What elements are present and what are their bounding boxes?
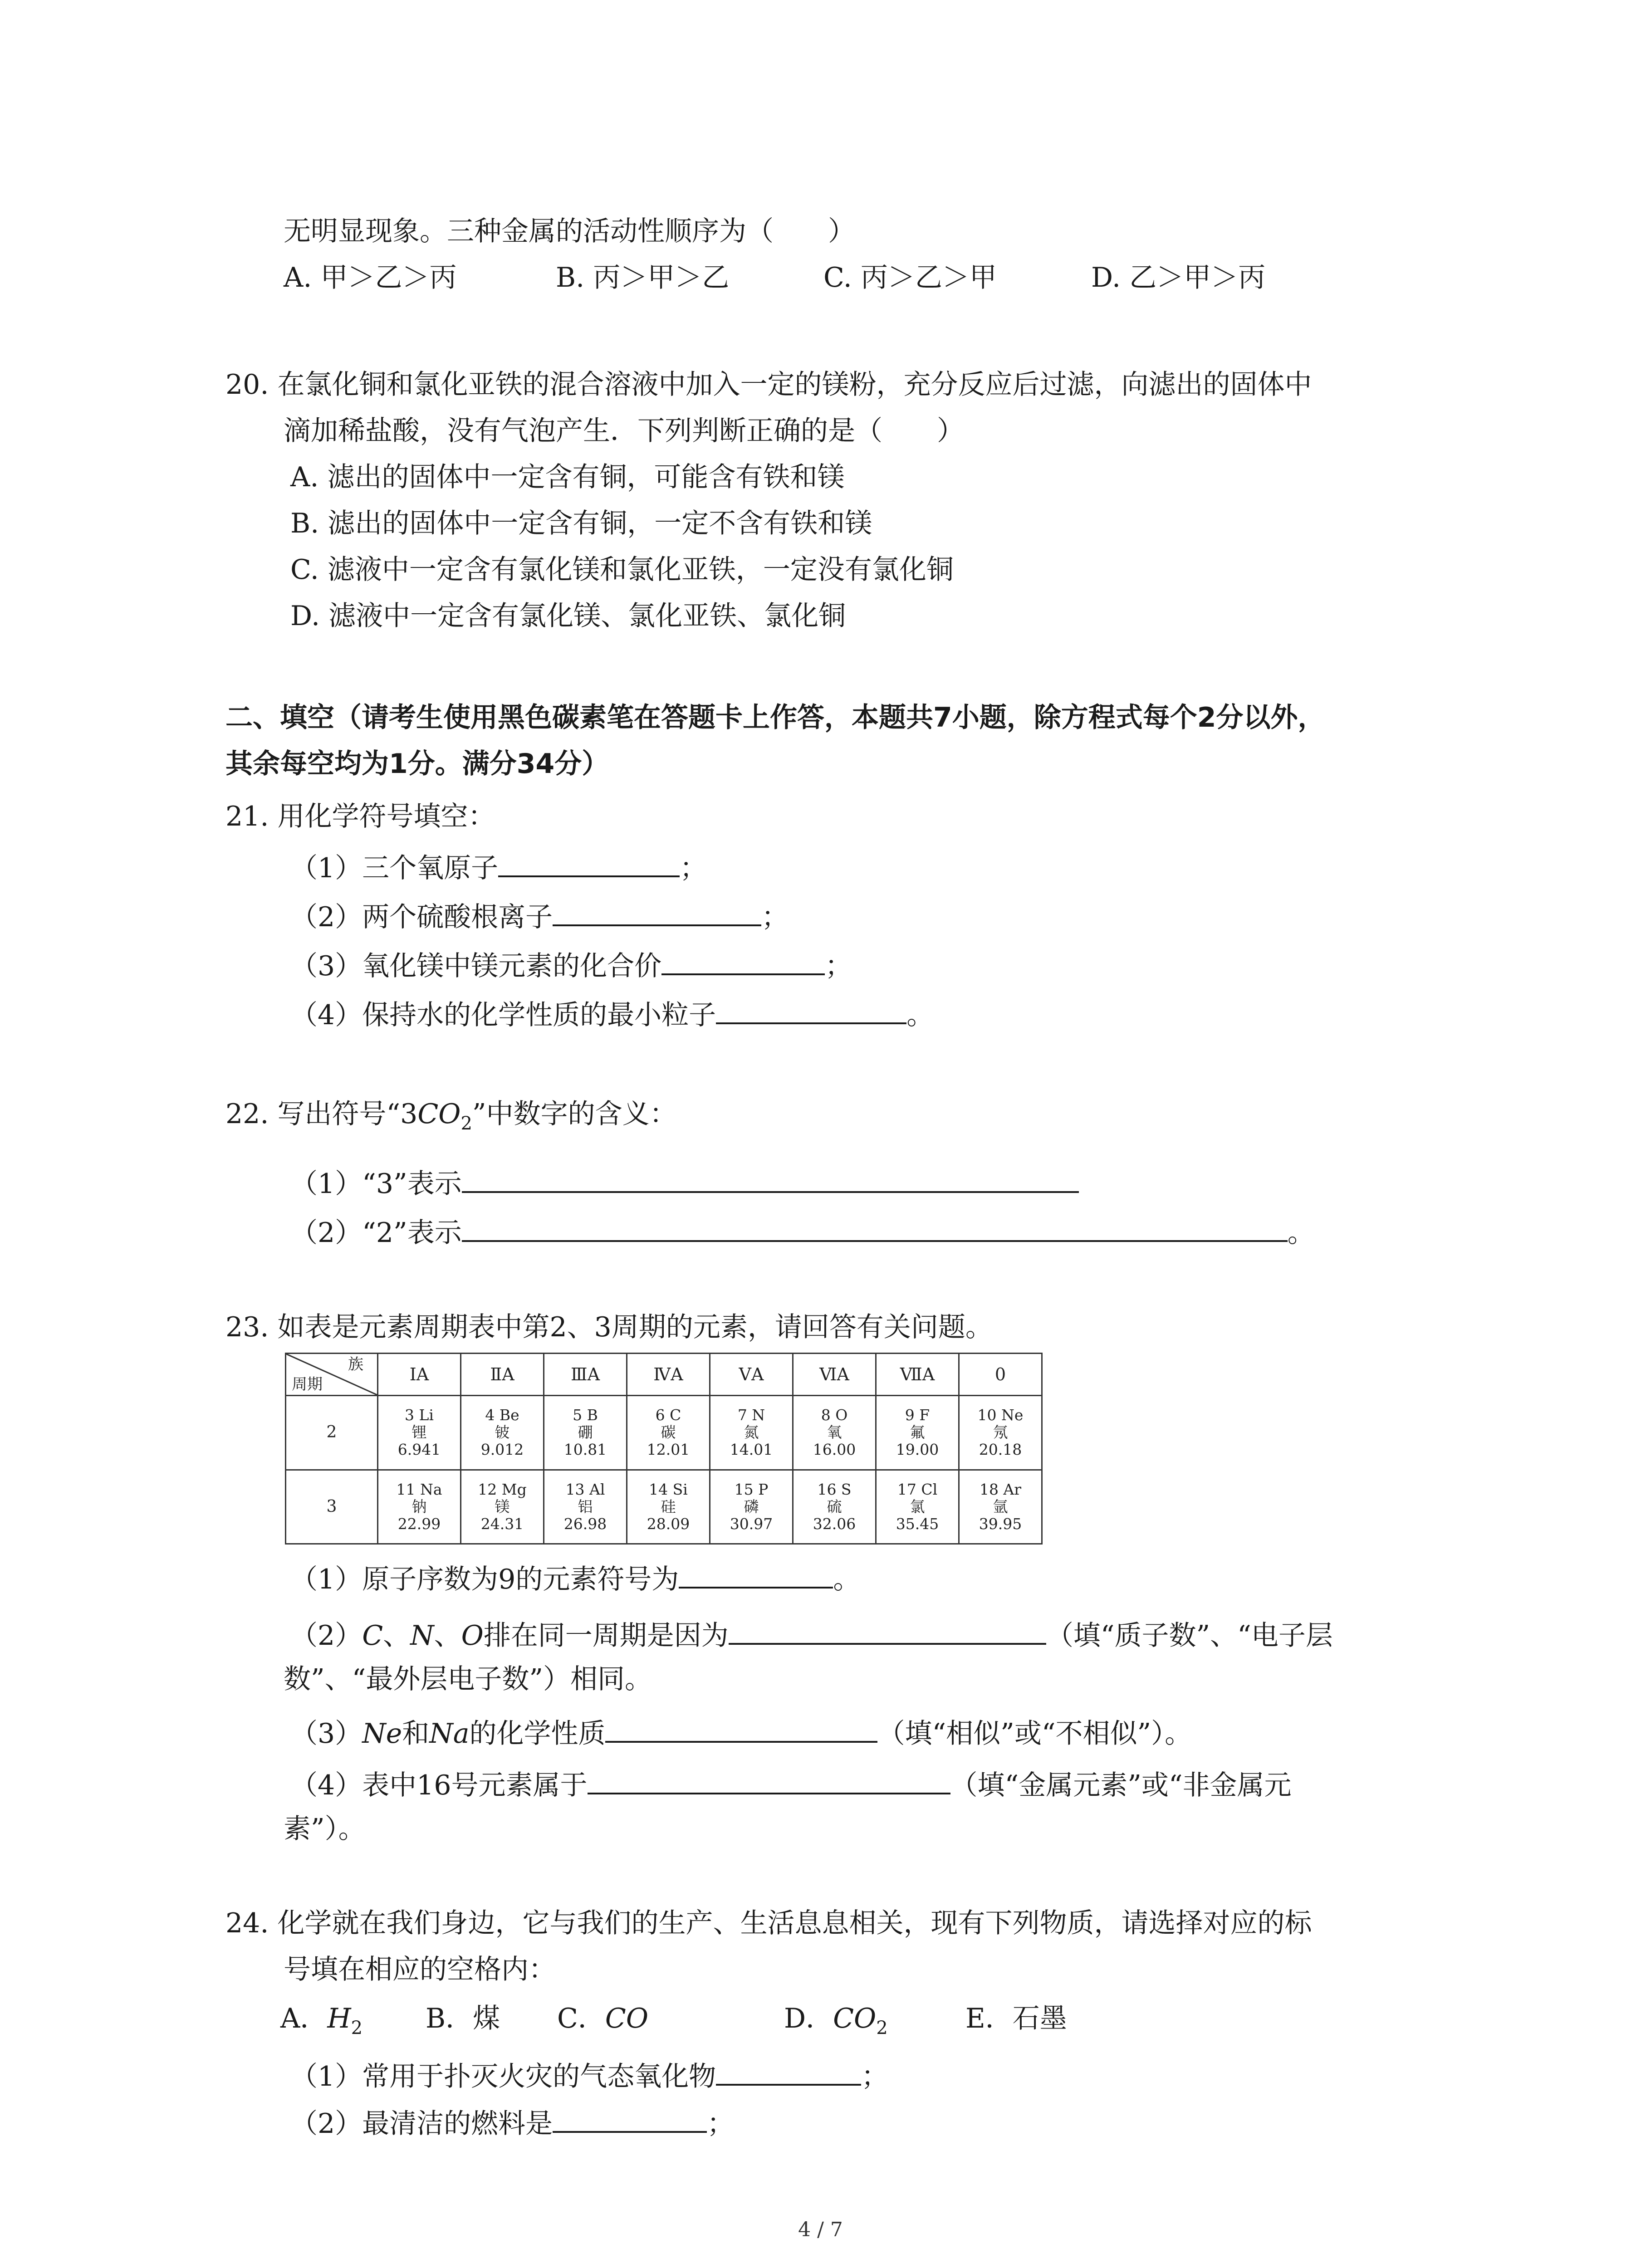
q19-continuation: 无明显现象。三种金属的活动性顺序为（ ） xyxy=(284,215,855,247)
element-cell-s xyxy=(793,1470,876,1544)
q19-option-a[interactable]: A. 甲＞乙＞丙 xyxy=(284,262,457,293)
element-name: 锂 xyxy=(411,1423,427,1442)
element-cell-p xyxy=(710,1470,793,1544)
period-label: 2 xyxy=(286,1396,378,1470)
element-number-symbol: 18 Ar xyxy=(979,1480,1022,1498)
element-cell-o xyxy=(793,1396,876,1470)
q24-answer-blank-2[interactable] xyxy=(553,2103,707,2133)
q23-part2 xyxy=(290,1615,1333,1654)
q23-answer-blank-3[interactable] xyxy=(605,1713,877,1743)
q23-part4-text: （4）表中16号元素属于 xyxy=(290,1769,588,1801)
q23-part3-hint: （填“相似”或“不相似”）。 xyxy=(877,1718,1192,1750)
option-formula: CO xyxy=(833,2003,877,2034)
element-mass: 12.01 xyxy=(647,1441,690,1459)
q24-option-e[interactable]: E．石墨 xyxy=(965,2003,1067,2034)
periodic-table xyxy=(285,1353,1043,1545)
element-mass: 20.18 xyxy=(979,1441,1022,1459)
element-number-symbol: 12 Mg xyxy=(478,1480,527,1498)
periodic-table-corner-cell xyxy=(286,1354,378,1396)
element-cell-cl xyxy=(876,1470,959,1544)
q22-formula-subscript: 2 xyxy=(460,1113,472,1134)
q20-option-b[interactable]: B. 滤出的固体中一定含有铜，一定不含有铁和镁 xyxy=(290,508,872,539)
element-symbol-n: N xyxy=(410,1620,434,1652)
group-header: 0 xyxy=(959,1354,1042,1396)
option-label: C． xyxy=(557,2003,605,2034)
q24-stem-line2: 号填在相应的空格内： xyxy=(284,1954,556,1985)
element-cell-c xyxy=(627,1396,710,1470)
option-text: B．煤 xyxy=(426,2003,500,2034)
q21-part1-end: ； xyxy=(680,852,707,884)
q21-answer-blank-2[interactable] xyxy=(553,896,761,926)
q22-part2-text: （2）“2”表示 xyxy=(290,1217,462,1249)
q22-part2 xyxy=(290,1212,1315,1251)
element-mass: 9.012 xyxy=(480,1441,524,1459)
q21-part2-text: （2）两个硫酸根离子 xyxy=(290,901,553,933)
element-name: 氮 xyxy=(744,1423,759,1442)
q23-part3 xyxy=(290,1713,1192,1752)
option-formula: H xyxy=(327,2003,351,2034)
element-mass: 28.09 xyxy=(647,1515,690,1533)
q23-part3-mid: 的化学性质 xyxy=(469,1718,606,1750)
q20-stem-line1: 20. 在氯化铜和氯化亚铁的混合溶液中加入一定的镁粉，充分反应后过滤，向滤出的固体中 xyxy=(225,369,1312,401)
element-cell-b xyxy=(544,1396,627,1470)
q23-part2-mid: 排在同一周期是因为 xyxy=(483,1620,729,1652)
element-number-symbol: 3 Li xyxy=(405,1406,434,1424)
element-name: 硼 xyxy=(578,1423,593,1442)
element-mass: 32.06 xyxy=(813,1515,856,1533)
q23-part2-hint: （填“质子数”、“电子层 xyxy=(1046,1620,1333,1652)
q21-part3-end: ； xyxy=(825,950,852,982)
q19-option-b[interactable]: B. 丙＞甲＞乙 xyxy=(556,262,730,293)
q22-stem xyxy=(225,1096,677,1142)
option-formula-subscript: 2 xyxy=(876,2018,888,2038)
element-cell-mg xyxy=(461,1470,544,1544)
q23-part3-and: 和 xyxy=(402,1718,430,1750)
period-label: 3 xyxy=(286,1470,378,1544)
element-cell-si xyxy=(627,1470,710,1544)
q21-part3-text: （3）氧化镁中镁元素的化合价 xyxy=(290,950,662,982)
q23-part1-text: （1）原子序数为9的元素符号为 xyxy=(290,1564,679,1595)
element-mass: 26.98 xyxy=(563,1515,607,1533)
element-number-symbol: 7 N xyxy=(737,1406,765,1424)
element-mass: 24.31 xyxy=(480,1515,524,1533)
q23-part1 xyxy=(290,1559,860,1598)
group-header: ⅢA xyxy=(544,1354,627,1396)
element-cell-li xyxy=(378,1396,461,1470)
q20-option-a[interactable]: A. 滤出的固体中一定含有铜，可能含有铁和镁 xyxy=(290,461,845,493)
q21-part2-end: ； xyxy=(761,901,789,933)
section2-heading-line2: 其余每空均为1分。满分34分） xyxy=(225,748,609,780)
q21-answer-blank-1[interactable] xyxy=(498,847,680,877)
element-symbol-o: O xyxy=(461,1620,484,1652)
element-mass: 10.81 xyxy=(563,1441,607,1459)
q24-answer-blank-1[interactable] xyxy=(716,2056,861,2086)
section2-heading-line1: 二、填空（请考生使用黑色碳素笔在答题卡上作答，本题共7小题，除方程式每个2分以外， xyxy=(225,702,1325,733)
element-number-symbol: 10 Ne xyxy=(977,1406,1024,1424)
periodic-table-row-period-3 xyxy=(286,1470,1042,1544)
element-name: 氖 xyxy=(993,1423,1008,1442)
q23-part4-hint: （填“金属元素”或“非金属元 xyxy=(950,1769,1292,1801)
q24-part1 xyxy=(290,2056,888,2095)
q22-part2-end: 。 xyxy=(1287,1217,1315,1249)
q22-answer-blank-2[interactable] xyxy=(462,1212,1288,1242)
q23-part2-line2: 数”、“最外层电子数”）相同。 xyxy=(284,1663,652,1695)
element-cell-ar xyxy=(959,1470,1042,1544)
q24-option-c[interactable] xyxy=(557,2000,784,2037)
q21-answer-blank-4[interactable] xyxy=(716,994,906,1024)
q23-part1-end: 。 xyxy=(833,1564,861,1595)
element-name: 氯 xyxy=(910,1497,925,1515)
q22-answer-blank-1[interactable] xyxy=(462,1163,1079,1193)
q20-option-c[interactable]: C. 滤液中一定含有氯化镁和氯化亚铁，一定没有氯化铜 xyxy=(290,554,954,586)
group-header: ⅦA xyxy=(876,1354,959,1396)
element-name: 铝 xyxy=(578,1497,593,1515)
element-mass: 39.95 xyxy=(979,1515,1022,1533)
q22-stem-post: ”中数字的含义： xyxy=(472,1098,677,1130)
q19-option-d[interactable]: D. 乙＞甲＞丙 xyxy=(1091,262,1266,293)
element-name: 磷 xyxy=(744,1497,759,1515)
q23-part4 xyxy=(290,1765,1292,1804)
q21-part4-text: （4）保持水的化学性质的最小粒子 xyxy=(290,999,716,1031)
q22-part1-text: （1）“3”表示 xyxy=(290,1168,462,1200)
option-label: A． xyxy=(280,2003,328,2034)
symbol-separator: 、 xyxy=(383,1620,411,1652)
element-mass: 22.99 xyxy=(397,1515,441,1533)
q23-answer-blank-1[interactable] xyxy=(679,1559,833,1589)
symbol-separator: 、 xyxy=(434,1620,461,1652)
element-number-symbol: 5 B xyxy=(573,1406,598,1424)
element-number-symbol: 4 Be xyxy=(485,1406,519,1424)
periodic-table-header-row xyxy=(286,1354,1042,1396)
q19-options xyxy=(284,259,1265,296)
element-cell-be xyxy=(461,1396,544,1470)
element-name: 硅 xyxy=(661,1497,676,1515)
q23-part4-line2: 素”）。 xyxy=(284,1813,366,1845)
q24-options xyxy=(280,2000,1067,2046)
element-cell-ne xyxy=(959,1396,1042,1470)
element-cell-al xyxy=(544,1470,627,1544)
group-header: ⅣA xyxy=(627,1354,710,1396)
q24-part2 xyxy=(290,2103,734,2142)
q24-part1-end: ； xyxy=(861,2061,889,2092)
group-header: ⅠA xyxy=(378,1354,461,1396)
element-number-symbol: 6 C xyxy=(655,1406,681,1424)
q21-part4-end: 。 xyxy=(906,999,934,1031)
element-name: 碳 xyxy=(661,1423,676,1442)
element-mass: 19.00 xyxy=(896,1441,939,1459)
q21-answer-blank-3[interactable] xyxy=(661,945,825,975)
element-mass: 14.01 xyxy=(730,1441,773,1459)
element-symbol-ne: Ne xyxy=(362,1718,402,1750)
element-name: 镁 xyxy=(495,1497,510,1515)
q23-stem: 23. 如表是元素周期表中第2、3周期的元素，请回答有关问题。 xyxy=(225,1311,993,1343)
element-mass: 16.00 xyxy=(813,1441,856,1459)
corner-period-label: 周期 xyxy=(292,1375,323,1393)
q21-part1 xyxy=(290,847,707,886)
element-name: 钠 xyxy=(411,1497,427,1515)
q21-part3 xyxy=(290,945,852,984)
q23-part3-pre: （3） xyxy=(290,1718,362,1750)
q19-option-c[interactable]: C. 丙＞乙＞甲 xyxy=(823,262,997,293)
q24-stem-line1: 24. 化学就在我们身边，它与我们的生产、生活息息相关，现有下列物质，请选择对应的标 xyxy=(225,1907,1312,1939)
q22-formula: CO xyxy=(417,1098,461,1130)
element-number-symbol: 15 P xyxy=(734,1480,769,1498)
q21-stem: 21. 用化学符号填空： xyxy=(225,801,495,832)
corner-group-label: 族 xyxy=(348,1355,363,1374)
q24-part2-end: ； xyxy=(707,2108,735,2140)
group-header: ⅥA xyxy=(793,1354,876,1396)
element-symbol-c: C xyxy=(362,1620,383,1652)
q20-stem-line2: 滴加稀盐酸，没有气泡产生．下列判断正确的是（ ） xyxy=(284,415,964,447)
q21-part4 xyxy=(290,994,934,1033)
element-mass: 6.941 xyxy=(397,1441,441,1459)
page-number: 4 / 7 xyxy=(798,2218,843,2241)
element-cell-f xyxy=(876,1396,959,1470)
q20-option-d[interactable]: D. 滤液中一定含有氯化镁、氯化亚铁、氯化铜 xyxy=(290,600,846,632)
q24-option-a[interactable] xyxy=(280,2000,426,2046)
q23-answer-blank-2[interactable] xyxy=(729,1615,1046,1645)
group-header: ⅤA xyxy=(710,1354,793,1396)
element-name: 氧 xyxy=(827,1423,842,1442)
element-name: 氟 xyxy=(910,1423,925,1442)
q21-part1-text: （1）三个氧原子 xyxy=(290,852,499,884)
element-mass: 30.97 xyxy=(730,1515,773,1533)
q24-part2-text: （2）最清洁的燃料是 xyxy=(290,2108,553,2140)
q22-part1 xyxy=(290,1163,1079,1202)
periodic-table-row-period-2 xyxy=(286,1396,1042,1470)
element-name: 铍 xyxy=(495,1423,510,1442)
element-name: 氩 xyxy=(993,1497,1008,1515)
element-number-symbol: 8 O xyxy=(821,1406,848,1424)
group-header: ⅡA xyxy=(461,1354,544,1396)
q24-option-d[interactable] xyxy=(784,2000,965,2046)
option-label: D． xyxy=(784,2003,833,2034)
option-formula-subscript: 2 xyxy=(351,2018,363,2038)
element-number-symbol: 17 Cl xyxy=(897,1480,938,1498)
element-name: 硫 xyxy=(827,1497,842,1515)
element-number-symbol: 16 S xyxy=(817,1480,852,1498)
element-number-symbol: 9 F xyxy=(905,1406,930,1424)
element-mass: 35.45 xyxy=(896,1515,939,1533)
element-number-symbol: 13 Al xyxy=(565,1480,605,1498)
q22-stem-pre: 22. 写出符号“3 xyxy=(225,1098,418,1130)
q23-part2-pre: （2） xyxy=(290,1620,362,1652)
element-number-symbol: 11 Na xyxy=(396,1480,442,1498)
element-cell-n xyxy=(710,1396,793,1470)
element-number-symbol: 14 Si xyxy=(649,1480,688,1498)
q21-part2 xyxy=(290,896,789,935)
element-symbol-na: Na xyxy=(429,1718,470,1750)
q24-part1-text: （1）常用于扑灭火灾的气态氧化物 xyxy=(290,2061,716,2092)
option-formula: CO xyxy=(605,2003,649,2034)
q23-answer-blank-4[interactable] xyxy=(588,1765,950,1794)
element-cell-na xyxy=(378,1470,461,1544)
